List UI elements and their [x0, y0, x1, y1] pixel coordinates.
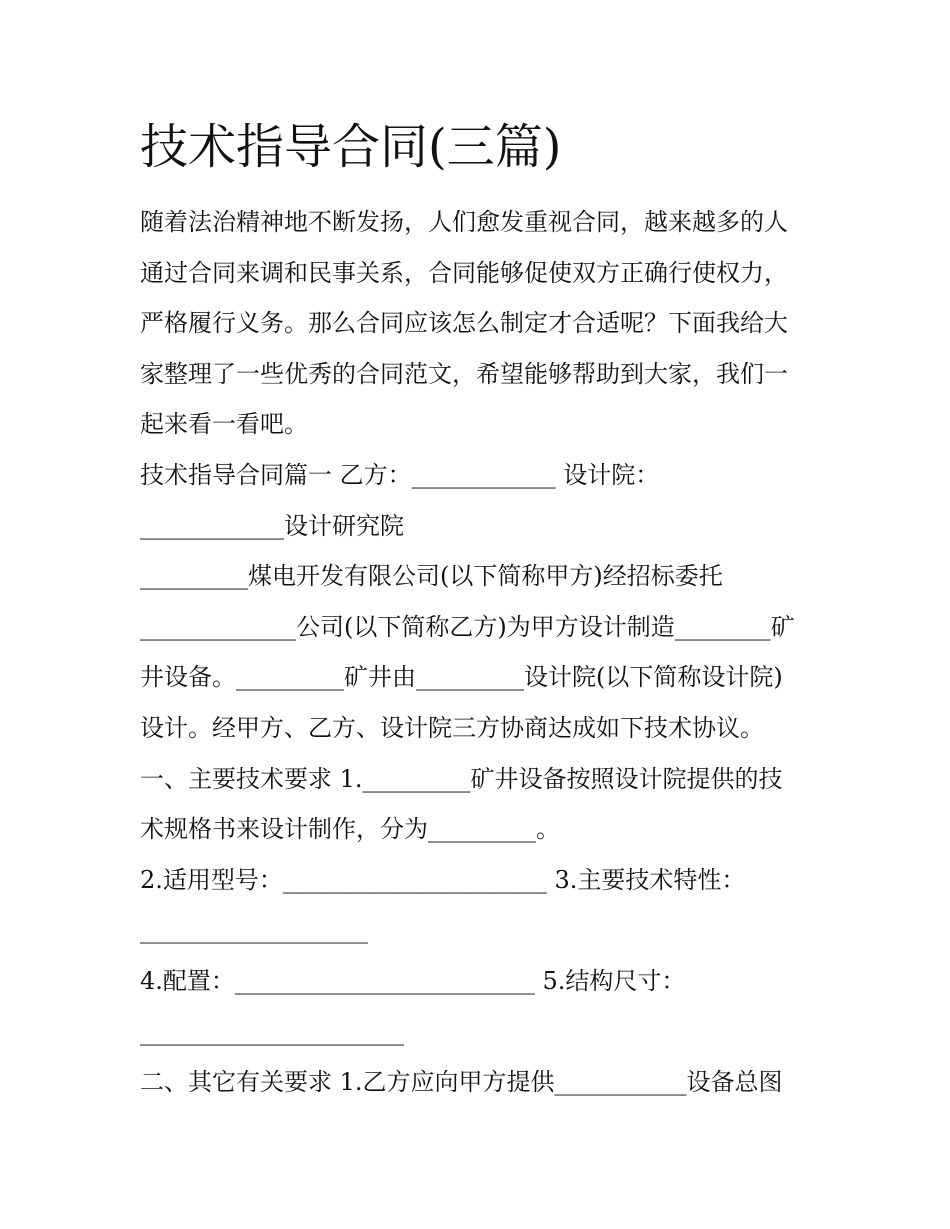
body-line: ___________________	[140, 916, 368, 945]
body-line: 技术指导合同篇一 乙方：____________ 设计院：	[140, 460, 660, 489]
body-line: 二、其它有关要求 1.乙方应向甲方提供___________设备总图	[140, 1068, 783, 1097]
body-line: _________煤电开发有限公司(以下简称甲方)经招标委托	[140, 562, 723, 591]
body-line: ______________________	[140, 1017, 404, 1046]
body-line: _____________公司(以下简称乙方)为甲方设计制造________矿	[140, 612, 795, 641]
body-line: 设计。经甲方、乙方、设计院三方协商达成如下技术协议。	[140, 713, 764, 742]
document-title: 技术指导合同(三篇)	[140, 119, 562, 175]
body-line: 随着法治精神地不断发扬，人们愈发重视合同，越来越多的人	[140, 208, 788, 236]
body-line: 一、主要技术要求 1._________矿井设备按照设计院提供的技	[140, 764, 783, 793]
body-line: 通过合同来调和民事关系，合同能够促使双方正确行使权力，	[140, 258, 788, 287]
body-line: 家整理了一些优秀的合同范文，希望能够帮助到大家，我们一	[140, 359, 788, 388]
document-body	[140, 197, 830, 1108]
body-line: 2.适用型号：______________________ 3.主要技术特性：	[140, 865, 746, 894]
body-line: ____________设计研究院	[140, 511, 404, 540]
body-line: 井设备。_________矿井由_________设计院(以下简称设计院)	[140, 663, 783, 692]
body-line: 起来看一看吧。	[140, 410, 308, 439]
body-line: 4.配置：_________________________ 5.结构尺寸：	[140, 966, 686, 995]
body-line: 严格履行义务。那么合同应该怎么制定才合适呢？下面我给大	[140, 309, 788, 338]
body-line: 术规格书来设计制作，分为_________。	[140, 815, 560, 844]
